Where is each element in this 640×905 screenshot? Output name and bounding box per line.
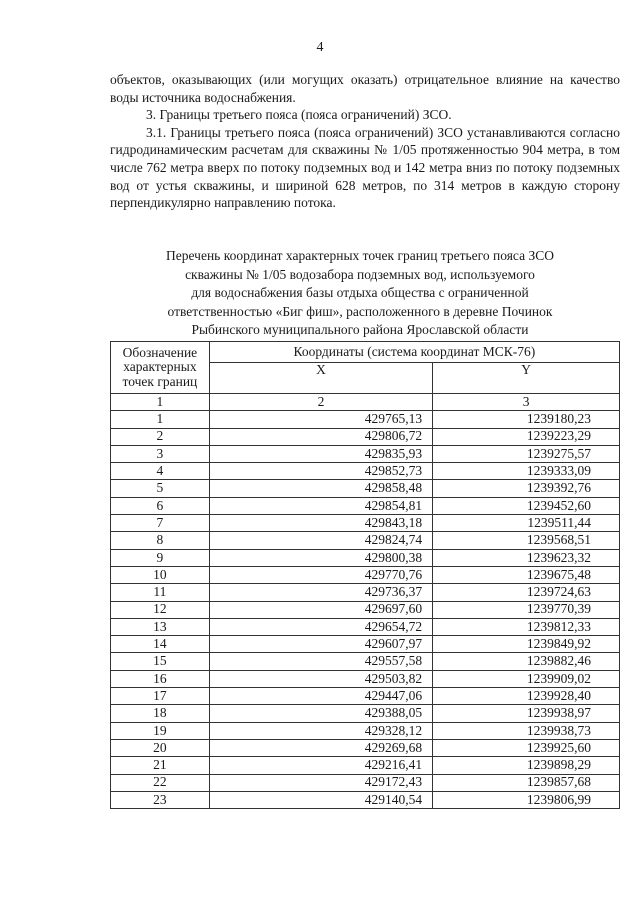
table-row [111, 515, 620, 532]
point-number-cell: 14 [111, 636, 210, 653]
point-number-cell: 18 [111, 705, 210, 722]
table-row [111, 653, 620, 670]
col-number-1: 1 [111, 394, 210, 411]
table-caption [120, 247, 600, 340]
x-coordinate-cell: 429557,58 [209, 653, 432, 670]
point-number-cell: 9 [111, 549, 210, 566]
y-coordinate-cell: 1239675,48 [433, 566, 620, 583]
point-number-cell: 15 [111, 653, 210, 670]
table-row [111, 584, 620, 601]
y-coordinate-cell: 1239275,57 [433, 445, 620, 462]
col-number-3: 3 [433, 394, 620, 411]
table-row [111, 705, 620, 722]
table-row [111, 774, 620, 791]
x-coordinate-cell: 429328,12 [209, 722, 432, 739]
caption-line: ответственностью «Биг фиш», расположенного в деревне Починок [167, 303, 553, 319]
y-coordinate-cell: 1239928,40 [433, 688, 620, 705]
y-coordinate-cell: 1239909,02 [433, 670, 620, 687]
y-coordinate-cell: 1239938,97 [433, 705, 620, 722]
y-coordinate-cell: 1239849,92 [433, 636, 620, 653]
table-row [111, 549, 620, 566]
point-number-cell: 22 [111, 774, 210, 791]
x-coordinate-cell: 429852,73 [209, 463, 432, 480]
caption-line: для водоснабжения базы отдыха общества с ограниченной [191, 285, 529, 301]
page-number: 4 [316, 40, 324, 55]
point-number-cell: 19 [111, 722, 210, 739]
body-text [110, 71, 620, 212]
point-number-cell: 8 [111, 532, 210, 549]
coordinates-table [110, 341, 620, 809]
point-number-cell: 6 [111, 497, 210, 514]
table-row [111, 636, 620, 653]
y-coordinate-cell: 1239770,39 [433, 601, 620, 618]
header-coordinates: Координаты (система координат МСК-76) [209, 342, 619, 363]
y-coordinate-cell: 1239568,51 [433, 532, 620, 549]
y-coordinate-cell: 1239223,29 [433, 428, 620, 445]
point-number-cell: 4 [111, 463, 210, 480]
table-row [111, 566, 620, 583]
y-coordinate-cell: 1239938,73 [433, 722, 620, 739]
x-coordinate-cell: 429503,82 [209, 670, 432, 687]
table-body [111, 394, 620, 809]
y-coordinate-cell: 1239452,60 [433, 497, 620, 514]
y-coordinate-cell: 1239925,60 [433, 739, 620, 756]
x-coordinate-cell: 429607,97 [209, 636, 432, 653]
point-number-cell: 20 [111, 739, 210, 756]
x-coordinate-cell: 429806,72 [209, 428, 432, 445]
x-coordinate-cell: 429447,06 [209, 688, 432, 705]
point-number-cell: 13 [111, 618, 210, 635]
table-row [111, 463, 620, 480]
y-coordinate-cell: 1239812,33 [433, 618, 620, 635]
x-coordinate-cell: 429858,48 [209, 480, 432, 497]
y-coordinate-cell: 1239857,68 [433, 774, 620, 791]
table-row [111, 497, 620, 514]
point-number-cell: 21 [111, 757, 210, 774]
point-number-cell: 11 [111, 584, 210, 601]
point-number-cell: 10 [111, 566, 210, 583]
table-row [111, 791, 620, 808]
paragraph-continuation: объектов, оказывающих (или могущих оказать) отрицательное влияние на качество воды источника водоснабжения. [110, 72, 620, 105]
caption-line: Перечень координат характерных точек границ третьего пояса ЗСО [166, 248, 554, 263]
point-number-cell: 23 [111, 791, 210, 808]
caption-line: скважины № 1/05 водозабора подземных вод, используемого [185, 266, 535, 282]
point-number-cell: 7 [111, 515, 210, 532]
header-y: Y [433, 363, 620, 394]
y-coordinate-cell: 1239623,32 [433, 549, 620, 566]
point-number-cell: 17 [111, 688, 210, 705]
y-coordinate-cell: 1239392,76 [433, 480, 620, 497]
x-coordinate-cell: 429765,13 [209, 411, 432, 428]
table-row [111, 445, 620, 462]
table-row [111, 688, 620, 705]
x-coordinate-cell: 429269,68 [209, 739, 432, 756]
y-coordinate-cell: 1239511,44 [433, 515, 620, 532]
y-coordinate-cell: 1239333,09 [433, 463, 620, 480]
header-x: X [209, 363, 432, 394]
table-row [111, 428, 620, 445]
x-coordinate-cell: 429140,54 [209, 791, 432, 808]
section-heading-3: 3. Границы третьего пояса (пояса ограничений) ЗСО. [146, 107, 452, 123]
x-coordinate-cell: 429172,43 [209, 774, 432, 791]
x-coordinate-cell: 429835,93 [209, 445, 432, 462]
y-coordinate-cell: 1239180,23 [433, 411, 620, 428]
table-row-column-numbers [111, 394, 620, 411]
point-number-cell: 5 [111, 480, 210, 497]
x-coordinate-cell: 429697,60 [209, 601, 432, 618]
x-coordinate-cell: 429800,38 [209, 549, 432, 566]
table-row [111, 739, 620, 756]
x-coordinate-cell: 429770,76 [209, 566, 432, 583]
caption-line: Рыбинского муниципального района Ярославской области [191, 322, 529, 338]
x-coordinate-cell: 429824,74 [209, 532, 432, 549]
x-coordinate-cell: 429736,37 [209, 584, 432, 601]
y-coordinate-cell: 1239806,99 [433, 791, 620, 808]
table-row [111, 411, 620, 428]
point-number-cell: 2 [111, 428, 210, 445]
header-point-name: Обозначение характерных точек границ [111, 342, 210, 394]
y-coordinate-cell: 1239898,29 [433, 757, 620, 774]
point-number-cell: 16 [111, 670, 210, 687]
point-number-cell: 3 [111, 445, 210, 462]
x-coordinate-cell: 429843,18 [209, 515, 432, 532]
table-row [111, 757, 620, 774]
col-number-2: 2 [209, 394, 432, 411]
table-row [111, 722, 620, 739]
point-number-cell: 12 [111, 601, 210, 618]
point-number-cell: 1 [111, 411, 210, 428]
table-row [111, 601, 620, 618]
table-row [111, 480, 620, 497]
y-coordinate-cell: 1239882,46 [433, 653, 620, 670]
table-row [111, 670, 620, 687]
table-row [111, 532, 620, 549]
y-coordinate-cell: 1239724,63 [433, 584, 620, 601]
x-coordinate-cell: 429654,72 [209, 618, 432, 635]
table-row [111, 618, 620, 635]
paragraph-3-1: 3.1. Границы третьего пояса (пояса ограничений) ЗСО устанавливаются согласно гидродинамическим расчетам для скважины № 1/05 протяженностью 904 метра, в том числе 762 метра вверх по потоку подземных вод и 142 метра вниз по потоку подземных вод от устья скважины, и шириной 628 метров, по 314 метров в каждую сторону перпендикулярно направлению потока. [110, 124, 620, 211]
x-coordinate-cell: 429388,05 [209, 705, 432, 722]
x-coordinate-cell: 429216,41 [209, 757, 432, 774]
x-coordinate-cell: 429854,81 [209, 497, 432, 514]
